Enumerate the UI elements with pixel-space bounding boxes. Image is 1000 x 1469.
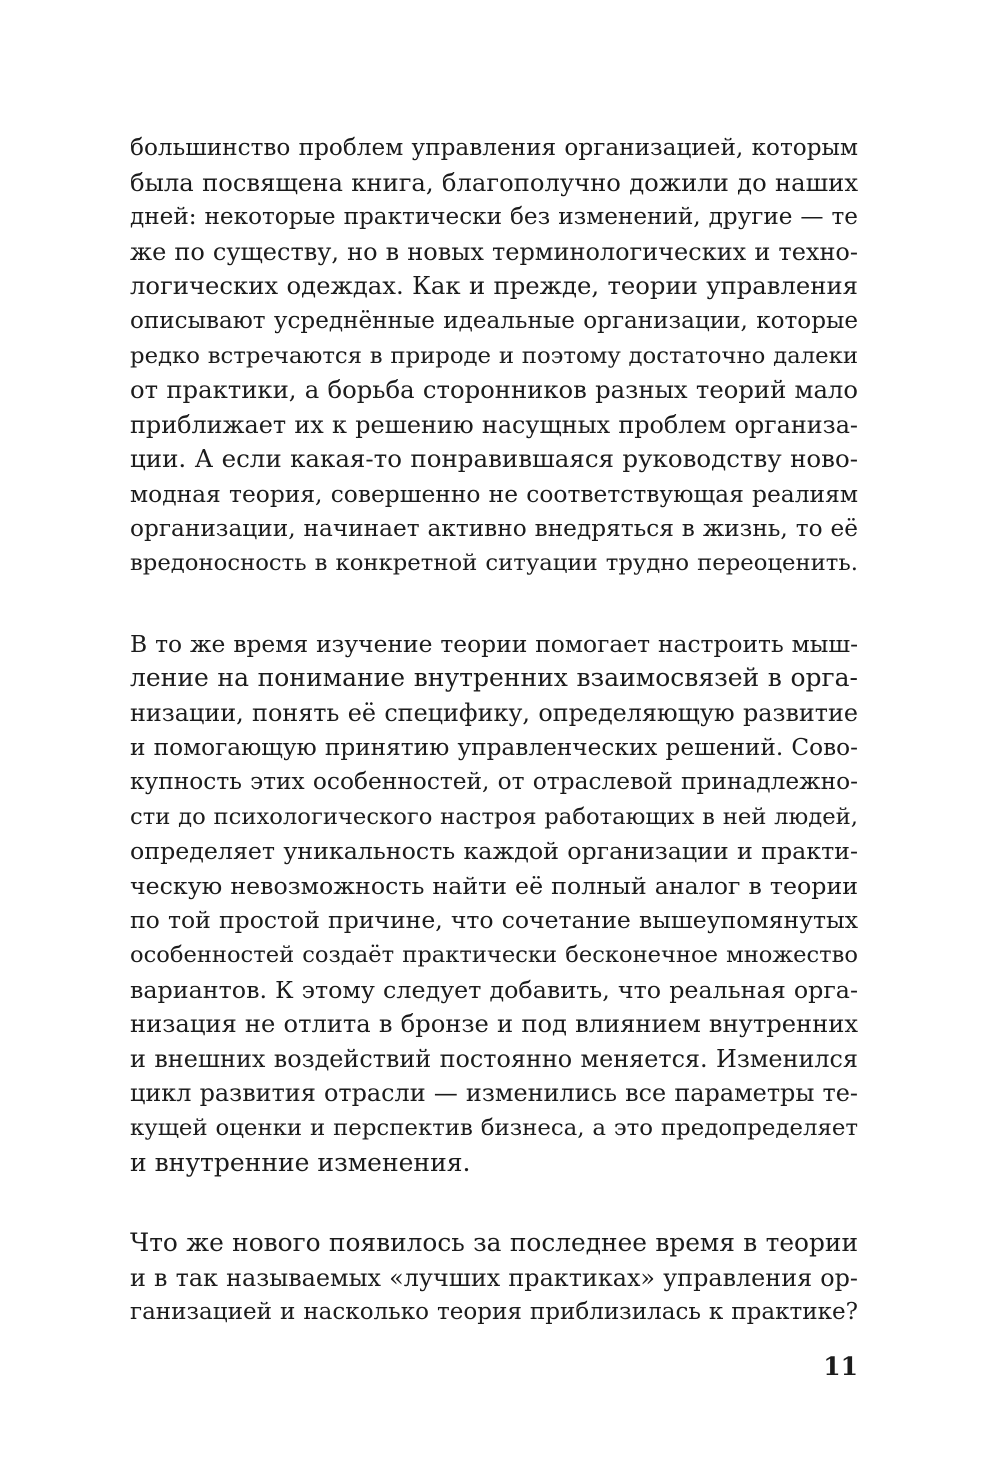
text-line: редко встречаются в природе и поэтому достаточно далеки (130, 342, 858, 369)
paragraph-1 (130, 131, 858, 581)
text-line: ческую невозможность найти её полный аналог в теории (130, 871, 858, 900)
text-line: сти до психологического настроя работающих в ней людей, (130, 803, 858, 830)
text-line: по той простой причине, что сочетание вышеупомянутых (130, 906, 858, 935)
text-line: дней: некоторые практически без изменений, другие — те (130, 204, 858, 231)
text-line: описывают усреднённые идеальные организации, которые (130, 307, 858, 334)
text-line: ление на понимание внутренних взаимосвязей в орга- (130, 663, 858, 693)
text-line: низации, понять её специфику, определяющую развитие (130, 698, 858, 727)
text-line: была посвящена книга, благополучно дожили до наших (130, 167, 858, 197)
text-line: вариантов. К этому следует добавить, что реальная орга- (130, 975, 858, 1004)
text-line: и внутренние изменения. (130, 1147, 471, 1177)
text-line: и внешних воздействий постоянно меняется. Изменился (130, 1044, 858, 1073)
text-line: логических одеждах. Как и прежде, теории управления (130, 271, 858, 301)
page-body (130, 131, 858, 1330)
text-line: и помогающую принятию управленческих решений. Сово- (130, 733, 858, 761)
text-line: В то же время изучение теории помогает настроить мыш- (130, 629, 858, 658)
text-line: кущей оценки и перспектив бизнеса, а это предопределяет (130, 1115, 858, 1142)
paragraph-spacer (130, 581, 858, 627)
text-line: от практики, а борьба сторонников разных теорий мало (130, 375, 858, 405)
text-line: же по существу, но в новых терминологических и техно- (130, 237, 858, 266)
page-number: 11 (823, 1352, 858, 1381)
text-line: Что же нового появилось за последнее время в теории (130, 1228, 858, 1258)
text-line: большинство проблем управления организацией, которым (130, 135, 858, 161)
text-line: вредоносность в конкретной ситуации трудно переоценить. (130, 550, 858, 577)
text-line: определяет уникальность каждой организации и практи- (130, 837, 858, 866)
paragraph-2 (130, 627, 858, 1181)
paragraph-3 (130, 1226, 858, 1330)
text-line: ганизацией и насколько теория приблизилась к практике? (130, 1299, 858, 1326)
text-line: модная теория, совершенно не соответствующая реалиям (130, 479, 858, 508)
text-line: и в так называемых «лучших практиках» управления ор- (130, 1263, 858, 1292)
text-line: купность этих особенностей, от отраслевой принадлежно- (130, 768, 858, 796)
text-line: организации, начинает активно внедряться в жизнь, то её (130, 514, 858, 542)
text-line: цикл развития отрасли — изменились все параметры те- (130, 1079, 858, 1108)
text-line: приближает их к решению насущных проблем организа- (130, 410, 858, 439)
paragraph-spacer (130, 1180, 858, 1226)
text-line: ции. А если какая-то понравившаяся руководству ново- (130, 444, 858, 474)
text-line: особенностей создаёт практически бесконечное множество (130, 942, 858, 969)
text-line: низация не отлита в бронзе и под влиянием внутренних (130, 1010, 858, 1039)
